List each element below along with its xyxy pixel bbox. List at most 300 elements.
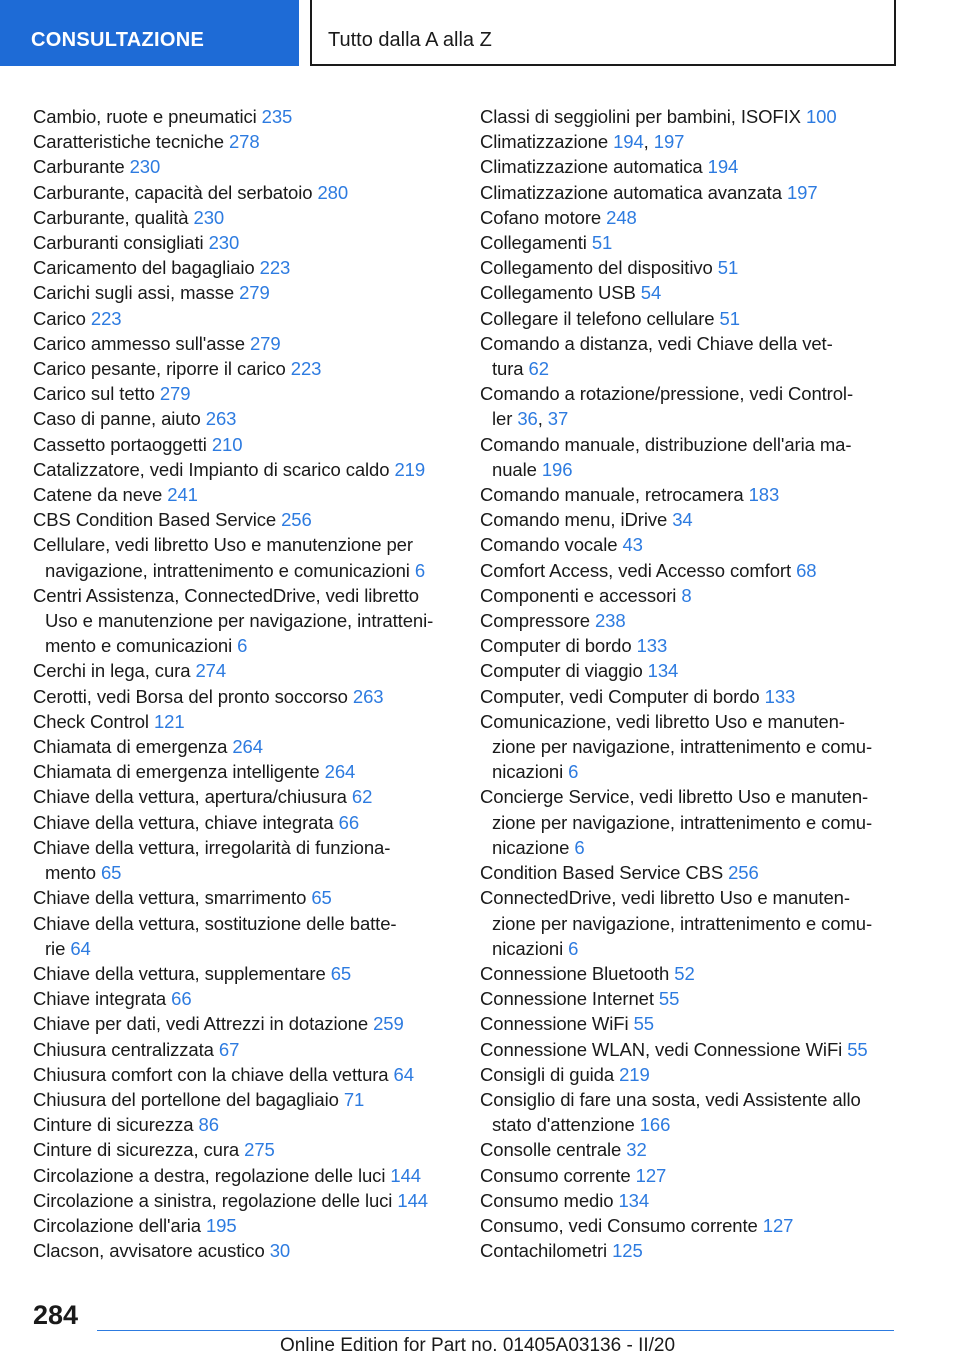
index-entry-line xyxy=(480,255,900,280)
index-entry xyxy=(33,986,453,1011)
index-column-right xyxy=(480,104,900,1263)
index-term: ConnectedDrive, vedi libretto Uso e manuten- xyxy=(480,887,850,909)
index-term: nuale xyxy=(492,458,542,480)
index-entry-line xyxy=(33,255,453,280)
index-entry-line xyxy=(480,432,900,457)
page-reference-link[interactable]: 197 xyxy=(653,131,685,153)
index-term: nicazioni xyxy=(492,761,569,783)
page-reference-link[interactable]: 52 xyxy=(674,962,695,984)
index-term: Consumo medio xyxy=(480,1189,619,1211)
index-entry-line xyxy=(480,633,900,658)
index-term: rie xyxy=(45,937,71,959)
page-reference-link[interactable]: 125 xyxy=(612,1240,643,1262)
index-term: Cambio, ruote e pneumatici xyxy=(33,106,262,127)
index-entry xyxy=(33,1188,453,1213)
index-term: Chiave della vettura, chiave integrata xyxy=(33,811,339,833)
index-entry xyxy=(480,558,900,583)
index-entry-line xyxy=(480,911,900,936)
index-entry-line xyxy=(480,205,900,230)
index-term: Caricamento del bagagliaio xyxy=(33,257,260,279)
index-entry xyxy=(480,205,900,230)
page-reference-link[interactable]: 62 xyxy=(528,358,549,380)
index-entry-line xyxy=(33,709,453,734)
page-reference-link[interactable]: 8 xyxy=(681,584,692,606)
index-entry xyxy=(480,1137,900,1162)
index-term: Clacson, avvisatore acustico xyxy=(33,1240,270,1262)
index-entry xyxy=(480,986,900,1011)
page-reference-link[interactable]: 238 xyxy=(594,610,626,632)
index-entry xyxy=(33,104,453,129)
page-reference-link[interactable]: 71 xyxy=(343,1088,365,1110)
chapter-title: Tutto dalla A alla Z xyxy=(328,29,492,51)
page-reference-link[interactable]: 6 xyxy=(237,635,248,657)
page-reference-link[interactable]: 274 xyxy=(195,660,227,682)
index-term: Concierge Service, vedi libretto Uso e manuten- xyxy=(480,786,869,808)
index-term: Chiamata di emergenza intelligente xyxy=(33,761,325,783)
index-entry-line xyxy=(33,810,453,835)
index-term: Comando a distanza, vedi Chiave della vet- xyxy=(480,332,833,354)
page-reference-link[interactable]: 256 xyxy=(728,862,759,884)
page-reference-link[interactable]: 278 xyxy=(228,131,260,153)
index-term: Consumo corrente xyxy=(480,1164,636,1186)
index-entry xyxy=(480,684,900,709)
index-term: Comfort Access, vedi Accesso comfort xyxy=(480,559,797,581)
page-reference-link[interactable]: 66 xyxy=(171,988,192,1010)
index-entry-line xyxy=(33,1112,453,1137)
page-reference-link[interactable]: 55 xyxy=(633,1013,654,1035)
index-entry xyxy=(480,961,900,986)
page-reference-link[interactable]: 235 xyxy=(261,106,293,127)
page-reference-link[interactable]: 279 xyxy=(239,282,270,304)
page-reference-link[interactable]: 230 xyxy=(193,206,225,228)
index-entry-line xyxy=(480,154,900,179)
index-entry-line xyxy=(33,911,453,936)
index-term: Consigli di guida xyxy=(480,1063,620,1085)
index-entry-line xyxy=(33,684,453,709)
index-term: Connessione WLAN, vedi Connessione WiFi xyxy=(480,1038,848,1060)
page-reference-link[interactable]: 64 xyxy=(393,1063,414,1085)
index-term: Collegamenti xyxy=(480,232,592,254)
page-reference-link[interactable]: 263 xyxy=(352,685,384,707)
page-reference-link[interactable]: 223 xyxy=(290,358,322,380)
index-entry-line xyxy=(480,810,900,835)
index-entry xyxy=(480,255,900,280)
index-entry-line xyxy=(480,961,900,986)
index-term: Carichi sugli assi, masse xyxy=(33,282,240,304)
index-entry-line xyxy=(480,482,900,507)
index-entry xyxy=(33,255,453,280)
index-entry xyxy=(480,129,900,154)
page-reference-link[interactable]: 32 xyxy=(626,1139,647,1161)
index-entry-line xyxy=(33,180,453,205)
page-header xyxy=(0,0,960,67)
page-reference-link[interactable]: 86 xyxy=(198,1114,219,1136)
index-term: Carburante xyxy=(33,156,130,178)
index-term: zione per navigazione, intrattenimento e comu- xyxy=(492,912,873,934)
index-entry-line xyxy=(33,633,453,658)
page-reference-link[interactable]: 68 xyxy=(796,559,817,581)
index-term: Collegare il telefono cellulare xyxy=(480,307,720,329)
page-reference-link[interactable]: 210 xyxy=(211,433,243,455)
index-entry-line xyxy=(480,457,900,482)
index-term: Cinture di sicurezza xyxy=(33,1114,199,1136)
index-entry xyxy=(33,684,453,709)
index-entry-line xyxy=(33,1062,453,1087)
index-entry-line xyxy=(33,936,453,961)
index-entry xyxy=(480,1062,900,1087)
page-reference-link[interactable]: 275 xyxy=(244,1139,275,1161)
index-term: Consumo, vedi Consumo corrente xyxy=(480,1214,763,1236)
index-term: Carburanti consigliati xyxy=(33,232,209,254)
index-entry-line xyxy=(33,205,453,230)
index-term: Componenti e accessori xyxy=(480,584,682,606)
index-term: CBS Condition Based Service xyxy=(33,509,282,531)
index-term: Carburante, qualità xyxy=(33,206,194,228)
page-reference-link[interactable]: 55 xyxy=(658,988,680,1010)
index-entry xyxy=(33,331,453,356)
index-term: navigazione, intrattenimento e comunicazioni xyxy=(45,559,415,581)
index-entry-line xyxy=(33,961,453,986)
index-term: Chiave della vettura, apertura/chiusura xyxy=(33,786,352,808)
page-reference-link[interactable]: 134 xyxy=(647,660,679,682)
index-entry-line xyxy=(480,558,900,583)
index-entry-line xyxy=(480,759,900,784)
page-reference-link[interactable]: 230 xyxy=(208,232,240,254)
page-reference-link[interactable]: 6 xyxy=(414,559,426,581)
index-entry-line xyxy=(33,835,453,860)
index-entry xyxy=(33,280,453,305)
page-reference-link[interactable]: 194 xyxy=(613,131,644,153)
index-term: Catene da neve xyxy=(33,484,168,506)
index-entry-line xyxy=(33,885,453,910)
index-entry-line xyxy=(480,658,900,683)
index-entry xyxy=(33,1037,453,1062)
index-entry-line xyxy=(480,306,900,331)
index-entry-line xyxy=(480,331,900,356)
index-entry xyxy=(480,633,900,658)
index-entry-line xyxy=(480,280,900,305)
page-reference-link[interactable]: 223 xyxy=(90,307,122,329)
index-term: Chiave della vettura, irregolarità di funziona- xyxy=(33,836,391,858)
page-reference-link[interactable]: 127 xyxy=(635,1164,667,1186)
index-entry-line xyxy=(33,1238,453,1263)
index-entry xyxy=(33,1163,453,1188)
page-reference-link[interactable]: 196 xyxy=(541,458,573,480)
page-reference-link[interactable]: 66 xyxy=(338,811,360,833)
index-term: Cerotti, vedi Borsa del pronto soccorso xyxy=(33,685,353,707)
page-reference-link[interactable]: 67 xyxy=(218,1038,240,1060)
page-reference-link[interactable]: 121 xyxy=(153,710,185,732)
page-reference-link[interactable]: 133 xyxy=(764,685,796,707)
index-entry xyxy=(33,784,453,809)
footer-edition-note: Online Edition for Part no. 01405A03136 - II/20 xyxy=(280,1335,676,1356)
index-term: Computer di viaggio xyxy=(480,660,648,682)
page-reference-link[interactable]: 65 xyxy=(330,962,352,984)
index-term: Cinture di sicurezza, cura xyxy=(33,1139,245,1161)
page-reference-link[interactable]: 279 xyxy=(249,332,281,354)
index-entry-line xyxy=(33,532,453,557)
index-entry xyxy=(480,709,900,785)
page-reference-link[interactable]: 259 xyxy=(373,1013,404,1035)
index-entry xyxy=(480,1011,900,1036)
page-reference-link[interactable]: 51 xyxy=(717,257,739,279)
page-reference-link[interactable]: 133 xyxy=(636,635,668,657)
page-reference-link[interactable]: 64 xyxy=(70,937,91,959)
index-entry-line xyxy=(33,1087,453,1112)
page-reference-link[interactable]: 280 xyxy=(317,181,349,203)
index-entry-line xyxy=(33,331,453,356)
index-entry xyxy=(33,1238,453,1263)
index-entry-line xyxy=(480,356,900,381)
index-term: Centri Assistenza, ConnectedDrive, vedi libretto xyxy=(33,584,419,606)
index-entry-line xyxy=(33,1037,453,1062)
index-term: Carico ammesso sull'asse xyxy=(33,332,250,354)
page-reference-link[interactable]: 54 xyxy=(640,282,662,304)
index-term: Consiglio di fare una sosta, vedi Assistente allo xyxy=(480,1088,861,1110)
index-entry xyxy=(480,1087,900,1137)
index-entry xyxy=(480,306,900,331)
index-entry-line xyxy=(33,104,453,129)
index-entry xyxy=(480,1037,900,1062)
index-term: Collegamento USB xyxy=(480,282,641,304)
index-entry-line xyxy=(33,558,453,583)
index-term: Uso e manutenzione per navigazione, intratteni- xyxy=(45,610,434,632)
page-reference-link[interactable]: 6 xyxy=(568,937,579,959)
index-entry-line xyxy=(480,1238,900,1263)
index-entry xyxy=(33,583,453,659)
index-entry-line xyxy=(33,1188,453,1213)
index-term: nicazione xyxy=(492,836,575,858)
page-reference-link[interactable]: 6 xyxy=(568,761,579,783)
page-reference-link[interactable]: 197 xyxy=(786,181,818,203)
index-term: Chiave integrata xyxy=(33,988,172,1010)
index-entry-line xyxy=(33,658,453,683)
index-term: Connessione WiFi xyxy=(480,1013,634,1035)
index-entry xyxy=(480,432,900,482)
index-term: Carico sul tetto xyxy=(33,383,160,405)
index-entry-line xyxy=(480,1188,900,1213)
page-reference-link[interactable]: 256 xyxy=(281,509,312,531)
index-entry xyxy=(480,1213,900,1238)
page-reference-link[interactable]: 55 xyxy=(847,1038,868,1060)
page-reference-link[interactable]: 264 xyxy=(324,761,356,783)
index-entry-line xyxy=(33,457,453,482)
index-entry xyxy=(33,911,453,961)
index-term: Connessione Bluetooth xyxy=(480,962,675,984)
page-reference-link[interactable]: 127 xyxy=(762,1214,794,1236)
page-reference-link[interactable]: 51 xyxy=(719,307,740,329)
index-term: mento xyxy=(45,862,101,884)
index-term: Cassetto portaoggetti xyxy=(33,433,212,455)
index-entry xyxy=(33,1087,453,1112)
index-entry-line xyxy=(33,129,453,154)
index-term: Consolle centrale xyxy=(480,1139,627,1161)
page-reference-link[interactable]: 219 xyxy=(619,1063,650,1085)
page-reference-link[interactable]: 223 xyxy=(259,257,291,279)
index-entry xyxy=(480,482,900,507)
index-term: zione per navigazione, intrattenimento e comu- xyxy=(492,736,873,758)
index-term: mento e comunicazioni xyxy=(45,635,238,657)
index-entry-line xyxy=(33,1163,453,1188)
page-number: 284 xyxy=(33,1300,79,1330)
index-term: Comando menu, iDrive xyxy=(480,509,673,531)
index-term: Chiave della vettura, sostituzione delle batte- xyxy=(33,912,397,934)
footer-divider xyxy=(97,1330,894,1331)
index-entry xyxy=(33,810,453,835)
index-entry xyxy=(480,658,900,683)
section-tab xyxy=(0,0,299,66)
index-term: Chiusura centralizzata xyxy=(33,1038,219,1060)
index-entry-line xyxy=(480,583,900,608)
page-reference-link[interactable]: 144 xyxy=(390,1164,421,1186)
index-term: zione per navigazione, intrattenimento e comu- xyxy=(492,811,873,833)
index-entry xyxy=(33,230,453,255)
index-entry xyxy=(33,432,453,457)
index-entry-line xyxy=(480,129,900,154)
index-entry xyxy=(33,356,453,381)
index-term: Carico pesante, riporre il carico xyxy=(33,358,291,380)
index-entry-line xyxy=(480,1087,900,1112)
index-entry-line xyxy=(480,381,900,406)
index-entry-line xyxy=(33,482,453,507)
page-reference-link[interactable]: 263 xyxy=(205,408,237,430)
index-entry xyxy=(480,583,900,608)
index-entry xyxy=(480,860,900,885)
page-reference-link[interactable]: 100 xyxy=(805,106,837,127)
index-entry-line xyxy=(480,1213,900,1238)
index-entry-line xyxy=(480,608,900,633)
index-entry-line xyxy=(480,1011,900,1036)
index-entry xyxy=(33,381,453,406)
index-entry-line xyxy=(480,684,900,709)
index-term: Carico xyxy=(33,307,91,329)
page-reference-link[interactable]: 166 xyxy=(639,1114,671,1136)
index-entry-line xyxy=(33,734,453,759)
page-reference-link[interactable]: 144 xyxy=(397,1189,428,1211)
index-term: , xyxy=(643,131,654,153)
index-entry-line xyxy=(480,1112,900,1137)
page-reference-link[interactable]: 241 xyxy=(167,484,198,506)
index-entry xyxy=(480,1238,900,1263)
index-entry-line xyxy=(480,835,900,860)
index-term: Computer, vedi Computer di bordo xyxy=(480,685,765,707)
section-label: CONSULTAZIONE xyxy=(31,29,205,51)
page-reference-link[interactable]: 36 xyxy=(517,408,538,430)
index-term: Chiamata di emergenza xyxy=(33,736,233,758)
index-entry-line xyxy=(480,507,900,532)
index-column-left xyxy=(33,104,453,1263)
index-entry xyxy=(33,961,453,986)
page-reference-link[interactable]: 194 xyxy=(707,156,739,178)
page-reference-link[interactable]: 34 xyxy=(672,509,693,531)
page-reference-link[interactable]: 195 xyxy=(205,1214,237,1236)
index-term: ler xyxy=(492,408,518,430)
page-reference-link[interactable]: 219 xyxy=(394,458,426,480)
index-term: Chiusura comfort con la chiave della vettura xyxy=(33,1063,394,1085)
page-reference-link[interactable]: 62 xyxy=(351,786,373,808)
index-entry xyxy=(480,507,900,532)
index-term: Circolazione a destra, regolazione delle luci xyxy=(33,1164,391,1186)
index-entry-line xyxy=(33,406,453,431)
index-term: Contachilometri xyxy=(480,1240,613,1262)
index-entry-line xyxy=(33,784,453,809)
page-reference-link[interactable]: 37 xyxy=(547,408,569,430)
page-reference-link[interactable]: 134 xyxy=(618,1189,650,1211)
index-term: Classi di seggiolini per bambini, ISOFIX xyxy=(480,106,806,127)
index-entry xyxy=(480,1188,900,1213)
index-entry xyxy=(33,205,453,230)
index-entry xyxy=(33,1062,453,1087)
index-entry xyxy=(33,532,453,582)
index-term: Catalizzatore, vedi Impianto di scarico caldo xyxy=(33,458,395,480)
index-entry xyxy=(33,507,453,532)
index-term: Cerchi in lega, cura xyxy=(33,660,196,682)
index-entry-line xyxy=(33,608,453,633)
page-reference-link[interactable]: 279 xyxy=(159,383,191,405)
index-term: Climatizzazione automatica avanzata xyxy=(480,181,787,203)
index-entry xyxy=(33,709,453,734)
index-entry xyxy=(480,154,900,179)
index-entry xyxy=(480,608,900,633)
index-term: Chiusura del portellone del bagagliaio xyxy=(33,1088,344,1110)
page-reference-link[interactable]: 6 xyxy=(574,836,585,858)
index-entry-line xyxy=(33,507,453,532)
index-entry-line xyxy=(33,432,453,457)
index-term: Carburante, capacità del serbatoio xyxy=(33,181,318,203)
page-reference-link[interactable]: 30 xyxy=(269,1240,291,1262)
index-term: Check Control xyxy=(33,710,154,732)
page-reference-link[interactable]: 230 xyxy=(129,156,161,178)
index-entry-line xyxy=(480,1163,900,1188)
index-term: Climatizzazione automatica xyxy=(480,156,708,178)
chapter-title-box xyxy=(310,0,896,66)
index-entry-line xyxy=(33,280,453,305)
page-reference-link[interactable]: 183 xyxy=(748,484,780,506)
index-term: Circolazione dell'aria xyxy=(33,1214,206,1236)
index-entry-line xyxy=(33,154,453,179)
index-entry xyxy=(33,658,453,683)
index-entry-line xyxy=(480,986,900,1011)
index-entry xyxy=(480,280,900,305)
index-term: Computer di bordo xyxy=(480,635,637,657)
index-entry-line xyxy=(480,860,900,885)
index-entry-line xyxy=(33,1213,453,1238)
page-reference-link[interactable]: 43 xyxy=(622,534,643,556)
index-entry-line xyxy=(480,784,900,809)
index-term: Condition Based Service CBS xyxy=(480,862,729,884)
index-term: stato d'attenzione xyxy=(492,1114,640,1136)
page-reference-link[interactable]: 51 xyxy=(591,232,613,254)
index-term: Compressore xyxy=(480,610,595,632)
index-entry-line xyxy=(33,230,453,255)
index-entry xyxy=(480,381,900,431)
index-entry xyxy=(33,129,453,154)
index-entry xyxy=(33,1011,453,1036)
page-reference-link[interactable]: 65 xyxy=(311,887,332,909)
index-term: , xyxy=(537,408,548,430)
index-term: Caso di panne, aiuto xyxy=(33,408,206,430)
page-reference-link[interactable]: 248 xyxy=(606,206,637,228)
index-entry-line xyxy=(480,230,900,255)
page-reference-link[interactable]: 264 xyxy=(232,736,263,758)
index-term: Comando vocale xyxy=(480,534,623,556)
page-reference-link[interactable]: 65 xyxy=(100,862,122,884)
index-entry-line xyxy=(480,406,900,431)
index-entry-line xyxy=(33,356,453,381)
index-term: Caratteristiche tecniche xyxy=(33,131,229,153)
index-entry xyxy=(33,1112,453,1137)
index-entry-line xyxy=(33,860,453,885)
